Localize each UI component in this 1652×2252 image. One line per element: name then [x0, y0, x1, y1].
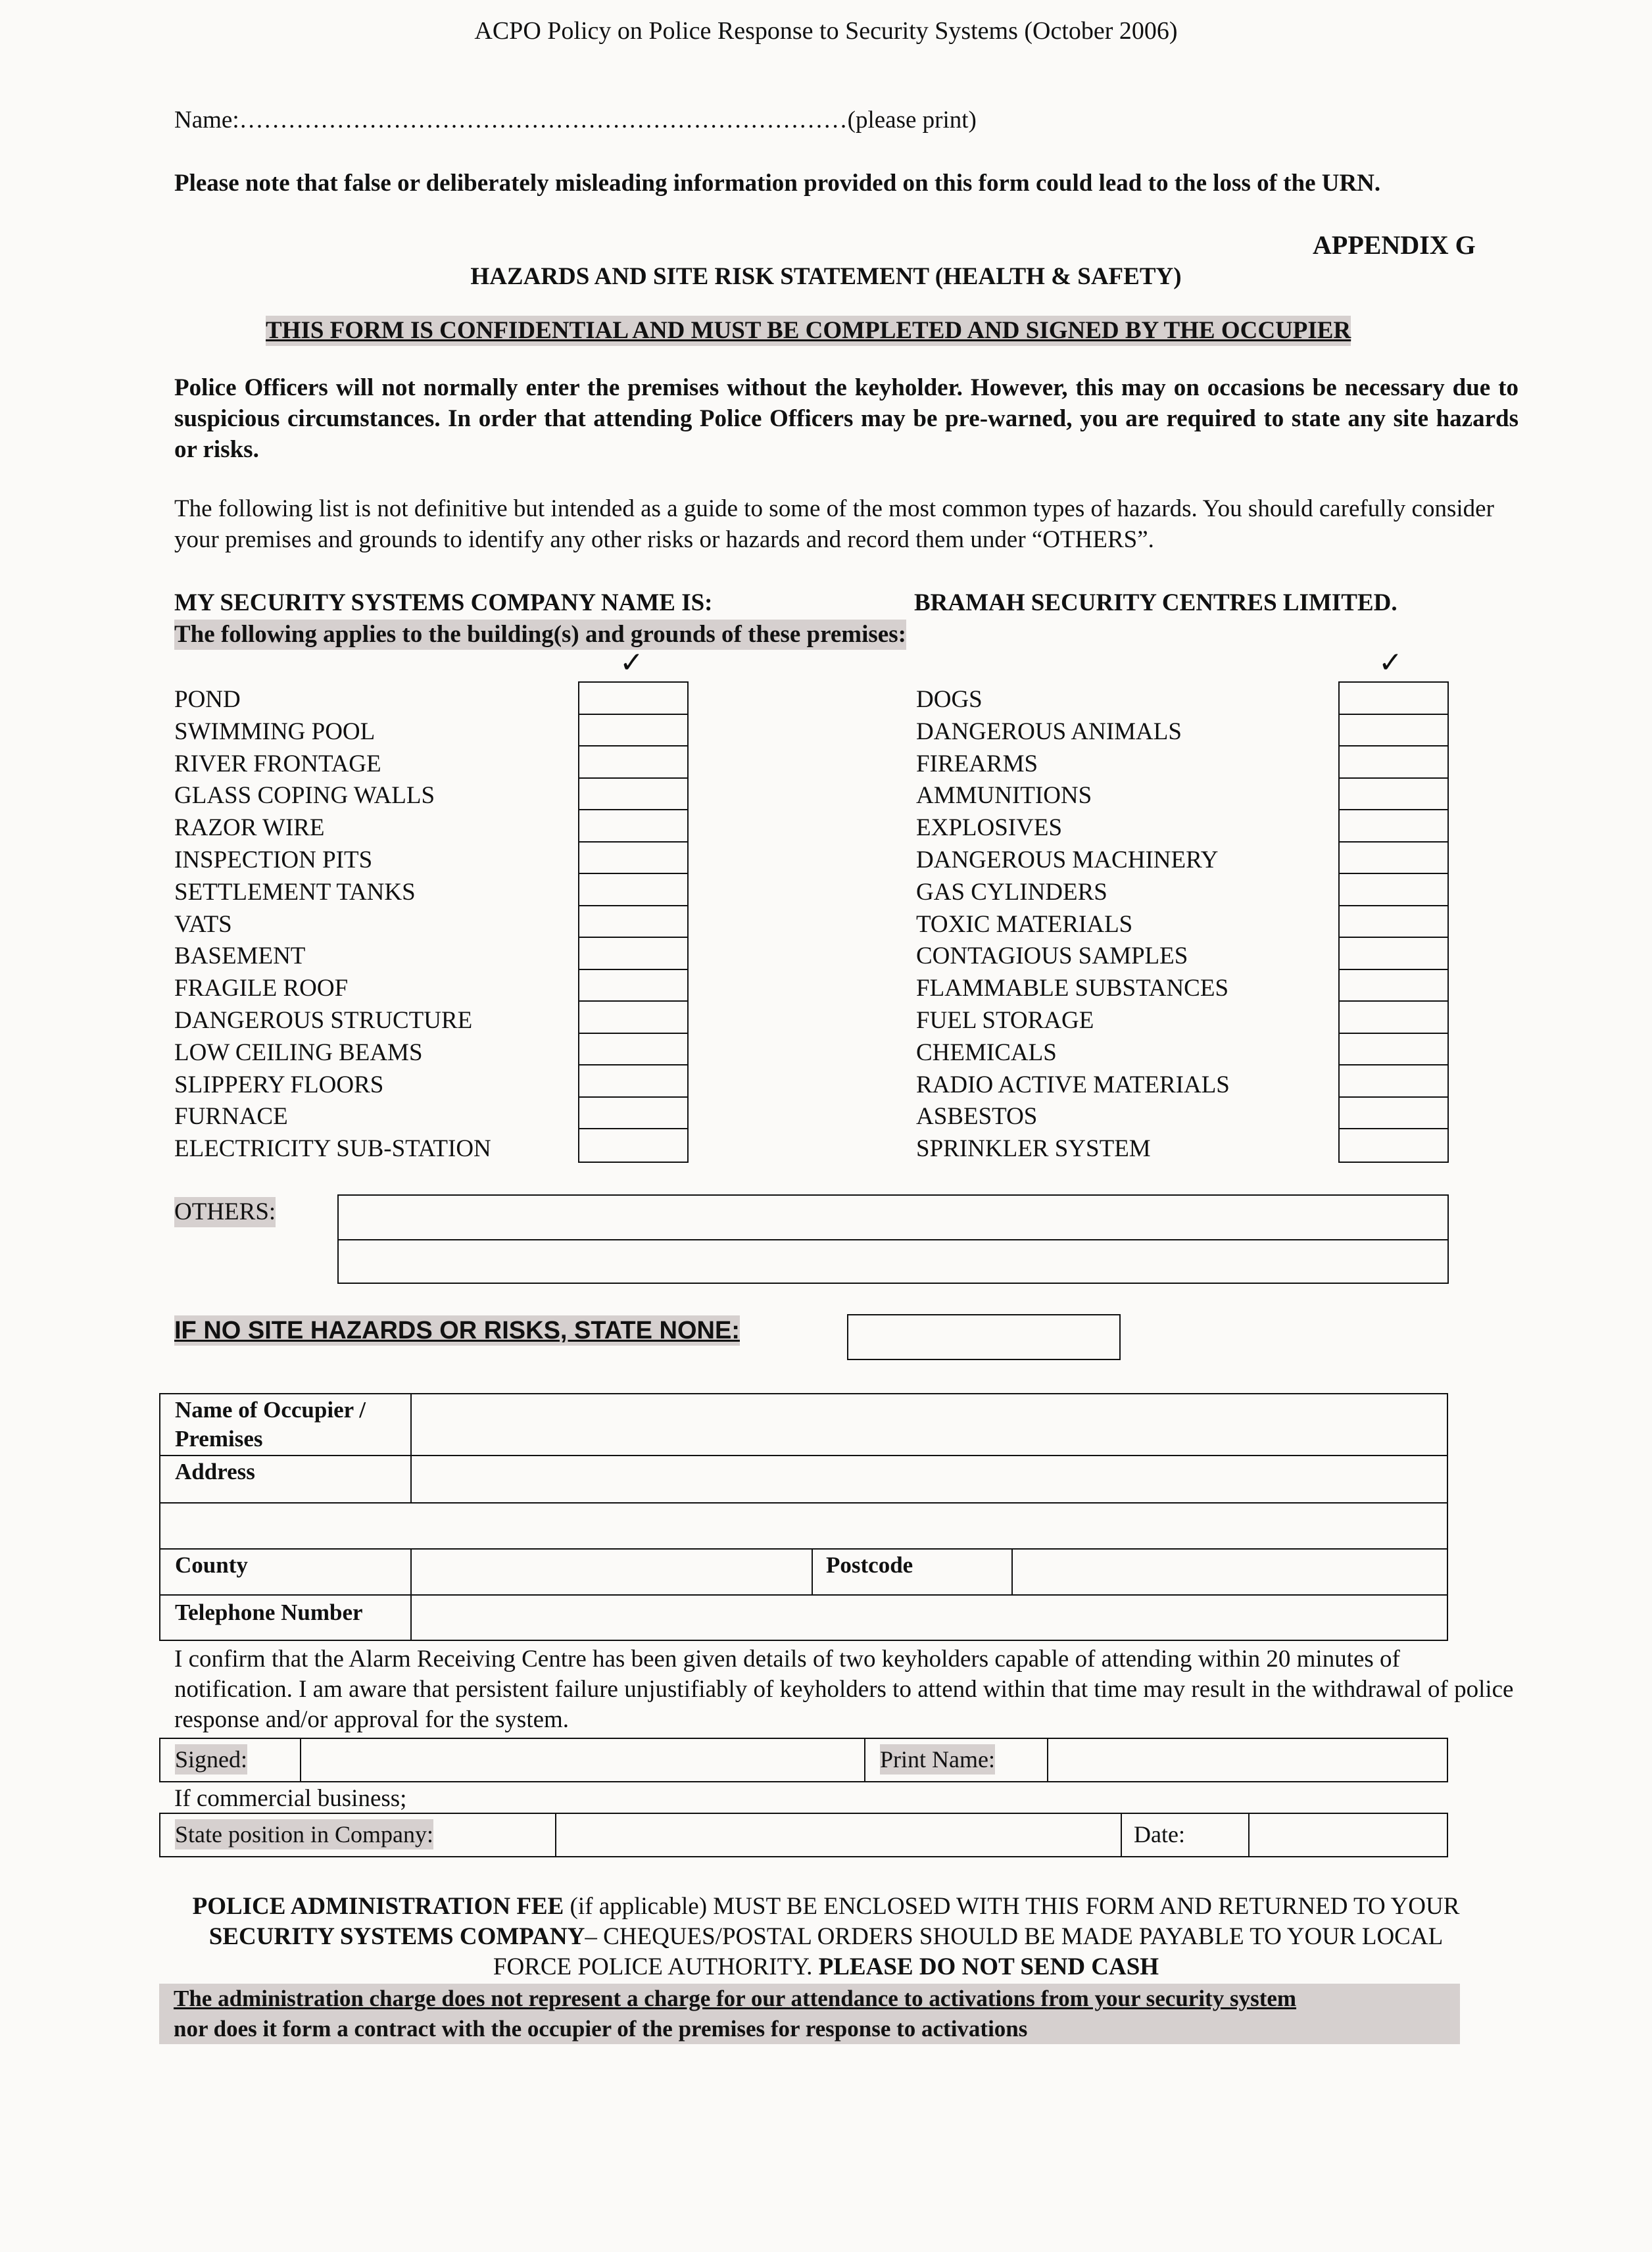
occupier-input[interactable] [413, 1394, 1447, 1455]
name-dots[interactable]: ………………………………………………………………… [239, 107, 848, 134]
position-label: State position in Company: [175, 1819, 433, 1849]
signature-row [159, 1738, 1448, 1782]
hazard-checkbox[interactable] [1340, 683, 1447, 715]
hazard-checkbox[interactable] [1340, 938, 1447, 970]
hazard-checkboxes-right [1338, 681, 1449, 1163]
fee-company: SECURITY SYSTEMS COMPANY [208, 1923, 585, 1950]
hazard-checkbox[interactable] [1340, 1129, 1447, 1162]
hazard-checkbox[interactable] [579, 1129, 687, 1162]
hazard-checkbox[interactable] [579, 715, 687, 747]
print-name-input[interactable] [1050, 1739, 1447, 1781]
hazard-checkbox[interactable] [579, 1034, 687, 1066]
hazard-checkbox[interactable] [579, 1065, 687, 1098]
hazard-checkbox[interactable] [579, 906, 687, 939]
others-label: OTHERS: [174, 1197, 276, 1227]
hazard-item: SETTLEMENT TANKS [174, 878, 416, 906]
occupier-label: Name of Occupier / Premises [175, 1397, 366, 1452]
hazard-item: INSPECTION PITS [174, 846, 373, 873]
hazard-item: DANGEROUS ANIMALS [916, 718, 1182, 745]
hazard-checkbox[interactable] [1340, 874, 1447, 906]
hazard-item: FUEL STORAGE [916, 1006, 1094, 1034]
appendix-label: APPENDIX G [1313, 230, 1476, 260]
hazard-item: TOXIC MATERIALS [916, 910, 1133, 938]
hazard-item: DANGEROUS STRUCTURE [174, 1006, 473, 1034]
hazard-checkbox[interactable] [579, 747, 687, 779]
fee-no-cash: PLEASE DO NOT SEND CASH [818, 1953, 1159, 1980]
hazard-checkbox[interactable] [1340, 906, 1447, 939]
hazard-item: EXPLOSIVES [916, 814, 1063, 842]
intro-paragraph: Police Officers will not normally enter the premises without the keyholder. However, this may on occasions be necessary due to suspicious circumstances. In order that attending Police Officers may be pre-warned, you are required to state any site hazards or risks. [174, 374, 1518, 463]
hazard-item: RADIO ACTIVE MATERIALS [916, 1071, 1230, 1098]
telephone-label: Telephone Number [175, 1600, 363, 1625]
hazard-checkbox[interactable] [1340, 747, 1447, 779]
disclaimer-line-2: nor does it form a contract with the occupier of the premises for response to activations [174, 2016, 1028, 2042]
hazard-item: SWIMMING POOL [174, 718, 376, 745]
disclaimer-line-1: The administration charge does not represent a charge for our attendance to activations from your security system [174, 1986, 1297, 2011]
hazard-item: CHEMICALS [916, 1039, 1057, 1066]
hazard-checkbox[interactable] [1340, 779, 1447, 811]
hazard-checkbox[interactable] [579, 970, 687, 1002]
hazard-checkbox[interactable] [579, 938, 687, 970]
confidential-banner: THIS FORM IS CONFIDENTIAL AND MUST BE COMPLETED AND SIGNED BY THE OCCUPIER [266, 316, 1351, 346]
hazard-item: GLASS COPING WALLS [174, 782, 435, 810]
date-label: Date: [1134, 1821, 1185, 1848]
fee-text-payable: – CHEQUES/POSTAL ORDERS SHOULD BE MADE PAYABLE TO YOUR LOCAL FORCE POLICE AUTHORITY. [493, 1923, 1444, 1980]
county-input[interactable] [413, 1550, 810, 1594]
fee-heading: POLICE ADMINISTRATION FEE [192, 1893, 564, 1920]
hazard-item: ELECTRICITY SUB-STATION [174, 1135, 491, 1163]
hazard-item: AMMUNITIONS [916, 782, 1092, 810]
hazard-item: GAS CYLINDERS [916, 878, 1107, 906]
guide-paragraph: The following list is not definitive but intended as a guide to some of the most common types of hazards. You should carefully consider your premises and grounds to identify any other risks or hazards and record them under “OTHERS”. [174, 495, 1494, 553]
hazard-checkbox[interactable] [1340, 1002, 1447, 1034]
none-label: IF NO SITE HAZARDS OR RISKS, STATE NONE: [174, 1317, 740, 1344]
hazard-checkbox[interactable] [1340, 1098, 1447, 1130]
hazard-checkbox[interactable] [579, 810, 687, 843]
hazard-checkbox[interactable] [579, 683, 687, 715]
hazard-item: DANGEROUS MACHINERY [916, 846, 1219, 873]
hazard-checkbox[interactable] [1340, 715, 1447, 747]
county-label: County [175, 1552, 248, 1578]
none-input[interactable] [847, 1314, 1121, 1360]
checkmark-icon: ✓ [1378, 646, 1403, 679]
others-input[interactable] [337, 1194, 1449, 1284]
address-line2-input[interactable] [160, 1504, 1447, 1548]
signature-input[interactable] [303, 1739, 863, 1781]
disclaimer [159, 1984, 1460, 2044]
hazard-item: SPRINKLER SYSTEM [916, 1135, 1151, 1163]
name-label: Name: [174, 107, 239, 134]
hazard-checkbox[interactable] [579, 843, 687, 875]
page-header: ACPO Policy on Police Response to Security Systems (October 2006) [474, 17, 1178, 45]
hazard-item: CONTAGIOUS SAMPLES [916, 942, 1188, 970]
commercial-note: If commercial business; [174, 1785, 407, 1812]
hazard-list-left [174, 684, 491, 1165]
postcode-label: Postcode [826, 1552, 913, 1578]
hazard-checkbox[interactable] [1340, 1065, 1447, 1098]
hazard-checkbox[interactable] [1340, 810, 1447, 843]
hazard-item: FRAGILE ROOF [174, 975, 349, 1002]
company-name: BRAMAH SECURITY CENTRES LIMITED. [914, 589, 1397, 616]
hazard-checkbox[interactable] [579, 1002, 687, 1034]
position-input[interactable] [558, 1814, 1119, 1856]
hazard-checkboxes-left [578, 681, 689, 1163]
form-title: HAZARDS AND SITE RISK STATEMENT (HEALTH & SAFETY) [470, 263, 1182, 290]
fee-text: (if applicable) MUST BE ENCLOSED WITH THIS FORM AND RETURNED TO YOUR [564, 1893, 1460, 1920]
keyholder-confirmation: I confirm that the Alarm Receiving Centre has been given details of two keyholders capable of attending within 20 minutes of notification. I am aware that persistent failure unjustifiably of keyholders to attend within that time may result in the withdrawal of police response and/or approval for the system. [174, 1646, 1514, 1733]
hazard-item: DOGS [916, 686, 983, 713]
hazard-checkbox[interactable] [1340, 970, 1447, 1002]
warning-note: Please note that false or deliberately misleading information provided on this form could lead to the loss of the URN. [174, 170, 1381, 197]
position-row [159, 1813, 1448, 1857]
hazard-item: LOW CEILING BEAMS [174, 1039, 423, 1066]
checkmark-icon: ✓ [620, 646, 644, 679]
hazard-item: POND [174, 686, 241, 713]
telephone-input[interactable] [413, 1596, 1447, 1640]
hazard-checkbox[interactable] [579, 874, 687, 906]
hazard-checkbox[interactable] [1340, 843, 1447, 875]
address-label: Address [175, 1459, 255, 1484]
hazard-item: FURNACE [174, 1103, 288, 1131]
hazard-item: VATS [174, 910, 232, 938]
hazard-item: FLAMMABLE SUBSTANCES [916, 975, 1229, 1002]
name-line [174, 105, 977, 135]
hazard-checkbox[interactable] [579, 779, 687, 811]
hazard-item: BASEMENT [174, 942, 306, 970]
applies-statement: The following applies to the building(s) and grounds of these premises: [174, 620, 906, 650]
hazard-item: RAZOR WIRE [174, 814, 325, 842]
fee-notice [0, 1892, 1652, 1982]
date-input[interactable] [1251, 1814, 1447, 1856]
hazard-item: FIREARMS [916, 750, 1038, 777]
postcode-input[interactable] [1014, 1550, 1447, 1594]
print-name-label: Print Name: [880, 1744, 995, 1775]
hazard-item: SLIPPERY FLOORS [174, 1071, 384, 1098]
hazard-checkbox[interactable] [1340, 1034, 1447, 1066]
signed-label: Signed: [175, 1744, 247, 1775]
hazard-item: ASBESTOS [916, 1103, 1038, 1131]
address-input[interactable] [413, 1456, 1447, 1502]
hazard-item: RIVER FRONTAGE [174, 750, 381, 777]
name-hint: (please print) [847, 107, 977, 134]
company-label: MY SECURITY SYSTEMS COMPANY NAME IS: [174, 589, 713, 616]
hazard-list-right [916, 684, 1230, 1165]
hazard-checkbox[interactable] [579, 1098, 687, 1130]
occupier-details-table [159, 1393, 1448, 1641]
